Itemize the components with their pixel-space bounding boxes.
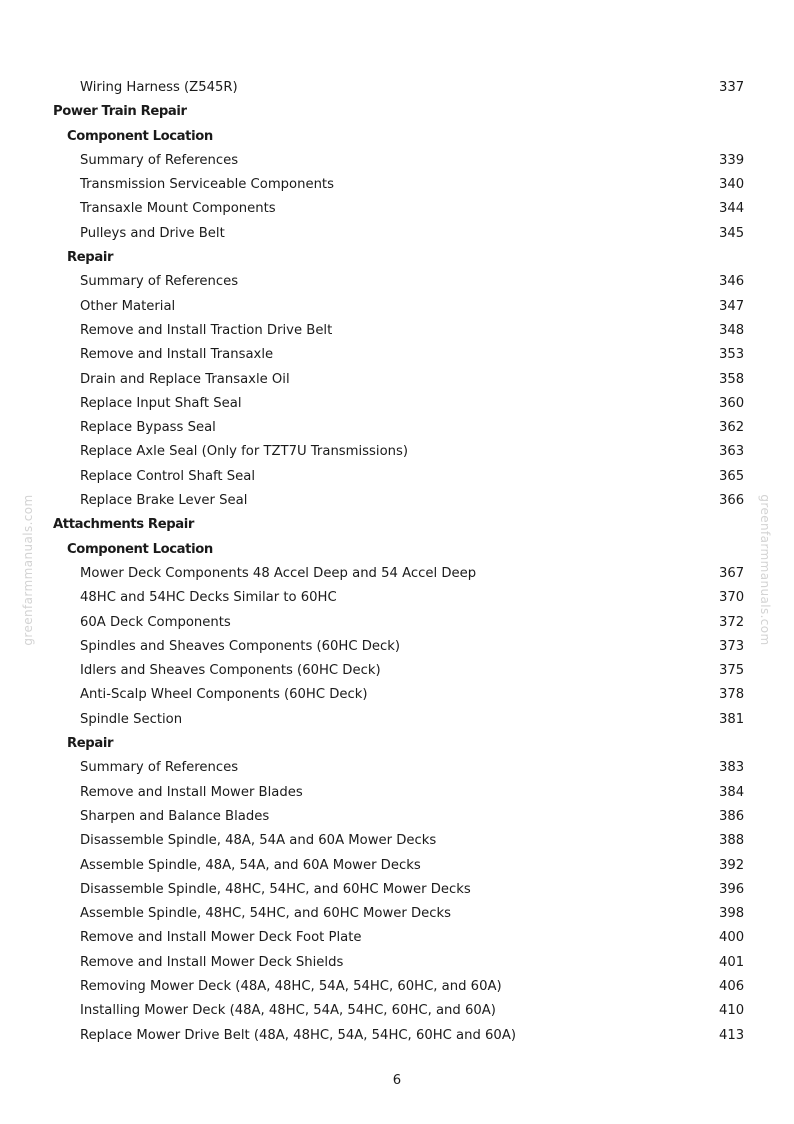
toc-entry-title: Summary of References xyxy=(80,274,239,290)
toc-entry-title: Disassemble Spindle, 48HC, 54HC, and 60HC Mower Decks xyxy=(80,881,471,897)
toc-entry[interactable] xyxy=(0,926,794,950)
toc-entry-title: Wiring Harness (Z545R) xyxy=(80,80,238,95)
toc-entry[interactable] xyxy=(0,683,794,707)
toc-entry[interactable] xyxy=(0,878,794,902)
toc-subsection-title: Component Location xyxy=(67,541,213,557)
toc-entry-page: 375 xyxy=(719,663,745,679)
toc-subsection-title: Repair xyxy=(67,250,114,266)
toc-entry-page: 348 xyxy=(719,322,745,338)
toc-entry[interactable] xyxy=(0,635,794,659)
toc-entry-page: 373 xyxy=(719,638,745,654)
toc-entry-page: 346 xyxy=(719,274,745,290)
toc-entry-page: 362 xyxy=(719,420,745,436)
toc-entry-title: Disassemble Spindle, 48A, 54A and 60A Mower Decks xyxy=(80,833,437,849)
toc-entry-title: Summary of References xyxy=(80,760,239,776)
toc-entry-page: 367 xyxy=(719,565,745,581)
toc-entry[interactable] xyxy=(0,76,794,100)
toc-entry-page: 344 xyxy=(719,201,745,217)
toc-entry-title: Remove and Install Traction Drive Belt xyxy=(80,322,333,338)
toc-entry-page: 372 xyxy=(719,614,745,630)
toc-entry[interactable] xyxy=(0,270,794,294)
toc-entry-title: Assemble Spindle, 48HC, 54HC, and 60HC Mower Decks xyxy=(80,906,452,922)
toc-entry-page: 386 xyxy=(719,808,745,824)
toc-entry[interactable] xyxy=(0,1024,794,1048)
toc-entry[interactable] xyxy=(0,562,794,586)
toc-entry[interactable] xyxy=(0,951,794,975)
toc-entry-page: 410 xyxy=(719,1003,745,1019)
toc-entry-title: Replace Mower Drive Belt (48A, 48HC, 54A, 54HC, 60HC and 60A) xyxy=(80,1027,516,1043)
toc-entry[interactable] xyxy=(0,805,794,829)
toc-entry[interactable] xyxy=(0,756,794,780)
page-number: 6 xyxy=(392,1073,402,1088)
toc-entry[interactable] xyxy=(0,659,794,683)
toc-entry-title: Summary of References xyxy=(80,152,239,168)
toc-entry-page: 345 xyxy=(719,225,745,241)
toc-subsection-title: Component Location xyxy=(67,128,213,144)
toc-subsection-title: Repair xyxy=(67,736,114,752)
toc-entry-page: 388 xyxy=(719,833,745,849)
toc-entry-page: 339 xyxy=(719,152,745,168)
toc-entry-title: Replace Input Shaft Seal xyxy=(80,395,242,411)
toc-entry[interactable] xyxy=(0,902,794,926)
toc-entry-page: 358 xyxy=(719,371,745,387)
toc-entry-page: 413 xyxy=(719,1027,745,1043)
toc-entry[interactable] xyxy=(0,975,794,999)
toc-entry[interactable] xyxy=(0,343,794,367)
toc-subsection-heading xyxy=(0,538,794,562)
toc-section-heading xyxy=(0,100,794,124)
toc-entry-page: 406 xyxy=(719,978,745,994)
toc-entry[interactable] xyxy=(0,611,794,635)
toc-entry-title: Mower Deck Components 48 Accel Deep and 54 Accel Deep xyxy=(80,565,477,581)
toc-entry-title: Idlers and Sheaves Components (60HC Deck) xyxy=(80,663,381,679)
toc-entry-title: Remove and Install Transaxle xyxy=(80,347,274,363)
table-of-contents xyxy=(0,76,794,1048)
toc-entry-title: Installing Mower Deck (48A, 48HC, 54A, 54HC, 60HC, and 60A) xyxy=(80,1003,496,1019)
toc-entry-title: Replace Bypass Seal xyxy=(80,420,216,436)
toc-entry[interactable] xyxy=(0,149,794,173)
toc-entry-page: 398 xyxy=(719,906,745,922)
toc-entry-title: Spindle Section xyxy=(80,711,183,727)
toc-entry[interactable] xyxy=(0,173,794,197)
toc-entry[interactable] xyxy=(0,708,794,732)
toc-entry-page: 347 xyxy=(719,298,745,314)
toc-entry-page: 383 xyxy=(719,760,745,776)
toc-entry-page: 337 xyxy=(719,80,745,95)
toc-entry-page: 392 xyxy=(719,857,745,873)
toc-entry-title: Pulleys and Drive Belt xyxy=(80,225,225,241)
toc-entry-title: Anti-Scalp Wheel Components (60HC Deck) xyxy=(80,687,368,703)
toc-entry-title: Sharpen and Balance Blades xyxy=(80,808,270,824)
watermark-left: greenfarmmanuals.com xyxy=(21,494,35,646)
toc-entry[interactable] xyxy=(0,440,794,464)
toc-entry[interactable] xyxy=(0,197,794,221)
toc-section-title: Attachments Repair xyxy=(53,517,194,533)
toc-entry[interactable] xyxy=(0,222,794,246)
toc-entry[interactable] xyxy=(0,829,794,853)
toc-entry[interactable] xyxy=(0,854,794,878)
toc-entry-title: Spindles and Sheaves Components (60HC Deck) xyxy=(80,638,401,654)
toc-entry-title: Remove and Install Mower Deck Foot Plate xyxy=(80,930,362,946)
toc-entry-title: 60A Deck Components xyxy=(80,614,231,630)
toc-entry-page: 384 xyxy=(719,784,745,800)
toc-entry-title: Other Material xyxy=(80,298,176,314)
toc-entry-title: Remove and Install Mower Blades xyxy=(80,784,303,800)
toc-entry-title: Replace Axle Seal (Only for TZT7U Transmissions) xyxy=(80,444,409,460)
toc-entry-title: Remove and Install Mower Deck Shields xyxy=(80,954,344,970)
toc-entry-title: Transaxle Mount Components xyxy=(80,201,276,217)
toc-entry[interactable] xyxy=(0,586,794,610)
toc-entry-page: 381 xyxy=(719,711,745,727)
toc-entry[interactable] xyxy=(0,295,794,319)
toc-entry-page: 396 xyxy=(719,881,745,897)
toc-entry-page: 378 xyxy=(719,687,745,703)
toc-entry-page: 353 xyxy=(719,347,745,363)
toc-entry-title: Replace Brake Lever Seal xyxy=(80,493,248,509)
toc-entry[interactable] xyxy=(0,416,794,440)
toc-entry-title: Removing Mower Deck (48A, 48HC, 54A, 54HC, 60HC, and 60A) xyxy=(80,978,502,994)
toc-entry-title: Drain and Replace Transaxle Oil xyxy=(80,371,290,387)
toc-entry-page: 401 xyxy=(719,954,745,970)
toc-entry-title: Replace Control Shaft Seal xyxy=(80,468,256,484)
toc-section-heading xyxy=(0,513,794,537)
toc-entry-page: 365 xyxy=(719,468,745,484)
toc-entry[interactable] xyxy=(0,999,794,1023)
toc-entry-title: Transmission Serviceable Components xyxy=(80,177,334,193)
toc-entry[interactable] xyxy=(0,392,794,416)
toc-entry[interactable] xyxy=(0,319,794,343)
toc-entry[interactable] xyxy=(0,781,794,805)
toc-entry-page: 340 xyxy=(719,177,745,193)
toc-entry-page: 360 xyxy=(719,395,745,411)
toc-entry-title: 48HC and 54HC Decks Similar to 60HC xyxy=(80,590,337,606)
toc-entry-title: Assemble Spindle, 48A, 54A, and 60A Mower Decks xyxy=(80,857,421,873)
toc-entry[interactable] xyxy=(0,465,794,489)
toc-entry-page: 400 xyxy=(719,930,745,946)
toc-subsection-heading xyxy=(0,732,794,756)
toc-section-title: Power Train Repair xyxy=(53,104,187,120)
toc-entry-page: 366 xyxy=(719,493,745,509)
toc-subsection-heading xyxy=(0,246,794,270)
toc-subsection-heading xyxy=(0,125,794,149)
toc-entry-page: 370 xyxy=(719,590,745,606)
watermark-right: greenfarmmanuals.com xyxy=(758,494,772,646)
toc-entry-page: 363 xyxy=(719,444,745,460)
toc-entry[interactable] xyxy=(0,489,794,513)
toc-entry[interactable] xyxy=(0,368,794,392)
